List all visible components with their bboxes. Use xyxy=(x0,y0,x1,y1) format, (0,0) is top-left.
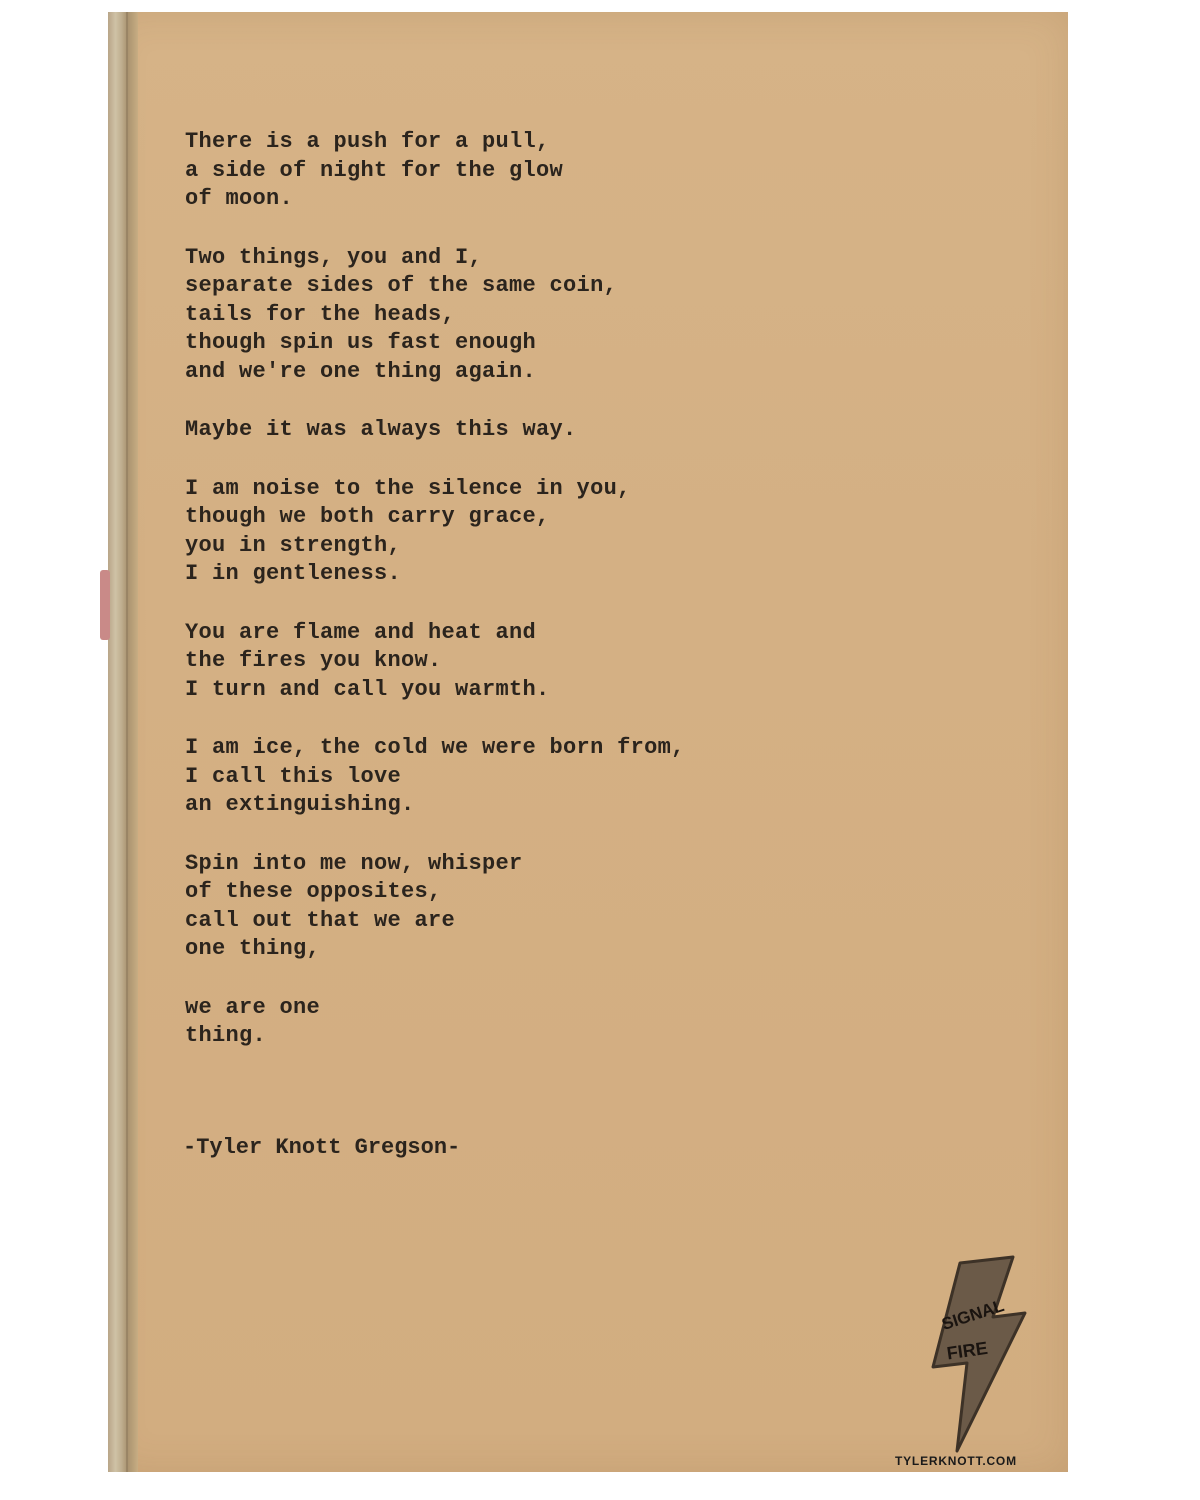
poem-line: thing. xyxy=(185,1023,267,1048)
poem-line: Spin into me now, whisper xyxy=(185,850,523,876)
poem-body xyxy=(185,128,885,1081)
poem-line: separate sides of the same coin, xyxy=(185,273,618,298)
stanza xyxy=(185,734,885,820)
poem-line: an extinguishing. xyxy=(185,792,415,817)
stanza xyxy=(185,128,885,214)
poem-line: one thing, xyxy=(185,936,321,961)
logo-word-fire: FIRE xyxy=(945,1337,989,1364)
stanza xyxy=(185,619,885,705)
author-signature: -Tyler Knott Gregson- xyxy=(183,1135,461,1160)
poem-line: you in strength, xyxy=(185,532,402,558)
logo-word-signal: SIGNAL xyxy=(939,1296,1007,1334)
poem-line: we are one xyxy=(185,994,321,1020)
poem-line: I am ice, the cold we were born from, xyxy=(185,735,685,760)
stanza xyxy=(185,850,885,964)
poem-line: a side of night for the glow xyxy=(185,157,564,183)
stanza xyxy=(185,475,885,589)
poem-line: of moon. xyxy=(185,186,294,211)
poem-line: I am noise to the silence in you, xyxy=(185,475,631,501)
poem-line: tails for the heads, xyxy=(185,301,456,327)
poem-line: I in gentleness. xyxy=(185,561,402,586)
paper-edge-crease xyxy=(126,12,128,1472)
paper-torn-edge xyxy=(108,12,138,1472)
poem-line: of these opposites, xyxy=(185,879,442,904)
website-link[interactable]: TYLERKNOTT.COM xyxy=(895,1454,1017,1468)
poem-line: Maybe it was always this way. xyxy=(185,417,577,442)
poem-line: I call this love xyxy=(185,763,402,789)
poem-line: I turn and call you warmth. xyxy=(185,676,550,702)
stanza xyxy=(185,244,885,387)
stanza xyxy=(185,416,885,445)
poem-line: though we both carry grace, xyxy=(185,504,550,529)
poem-line: the fires you know. xyxy=(185,648,442,673)
poem-line: There is a push for a pull, xyxy=(185,129,550,154)
poem-line: Two things, you and I, xyxy=(185,244,483,270)
poem-line: call out that we are xyxy=(185,907,456,933)
poem-line: though spin us fast enough xyxy=(185,330,537,355)
lightning-bolt-icon xyxy=(905,1255,1045,1455)
paper-edge-stain xyxy=(100,570,110,640)
poem-line: You are flame and heat and xyxy=(185,619,537,645)
stanza xyxy=(185,994,885,1051)
poem-line: and we're one thing again. xyxy=(185,358,537,384)
